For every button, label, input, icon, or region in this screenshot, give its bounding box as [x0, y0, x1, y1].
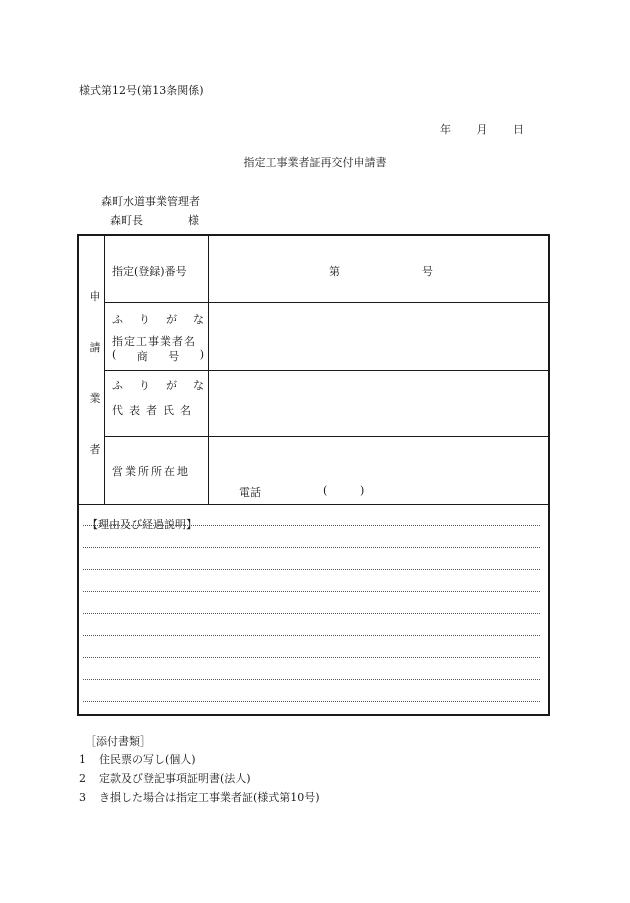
representative-furigana-label [112, 377, 204, 393]
attachment-text: き損した場合は指定工事業者証(様式第10号) [99, 791, 320, 804]
reason-line [83, 591, 540, 592]
furigana-char: が [166, 313, 177, 326]
attachment-text: 定款及び登記事項証明書(法人) [99, 772, 251, 785]
application-form [77, 234, 550, 716]
reason-section-title: 【理由及び経過説明】 [87, 518, 197, 531]
furigana-char: ふ [112, 379, 123, 392]
designation-suffix: 号 [422, 265, 433, 278]
row-divider-4 [79, 504, 548, 505]
furigana-char: り [139, 379, 150, 392]
recipient-honorific: 様 [188, 214, 199, 227]
representative-name-field[interactable] [209, 371, 548, 436]
attachment-item [79, 770, 251, 786]
designation-number-field[interactable] [209, 236, 548, 302]
trade-char: 号 [168, 350, 180, 363]
office-address-field[interactable] [209, 437, 548, 504]
attachment-item [79, 789, 320, 805]
paren-open: ( [112, 348, 117, 361]
reason-line [83, 701, 540, 702]
furigana-char: り [139, 313, 150, 326]
form-number: 様式第12号(第13条関係) [79, 84, 204, 97]
office-address-label: 営業所所在地 [112, 465, 190, 478]
attachment-number: 2 [79, 772, 86, 785]
date-line [440, 121, 524, 137]
recipient-name [110, 212, 199, 228]
applicant-char-4: 者 [89, 443, 101, 456]
business-name-field[interactable] [209, 303, 548, 370]
paren-close: ) [199, 348, 204, 361]
attachment-number: 1 [79, 753, 86, 766]
attachments-title: ［添付書類］ [85, 735, 151, 748]
representative-name-label: 代表者氏名 [112, 404, 197, 417]
business-furigana-label [112, 311, 204, 327]
phone-label: 電話 [239, 486, 261, 499]
attachment-text: 住民票の写し(個人) [99, 753, 196, 766]
recipient-title: 森町水道事業管理者 [101, 195, 200, 208]
applicant-char-3: 業 [89, 392, 101, 405]
reason-line [83, 635, 540, 636]
reason-line [83, 679, 540, 680]
document-title: 指定工事業者証再交付申請書 [243, 156, 387, 169]
attachment-item [79, 751, 196, 767]
reason-line [83, 547, 540, 548]
reason-line [83, 613, 540, 614]
reason-line [83, 525, 540, 526]
designation-number-label: 指定(登録)番号 [112, 265, 187, 278]
phone-paren-close: ) [360, 484, 365, 497]
business-trade-name-label [112, 348, 204, 364]
reason-textarea[interactable] [79, 506, 548, 714]
phone-paren-open: ( [323, 484, 328, 497]
trade-char: 商 [136, 350, 148, 363]
furigana-char: ふ [112, 313, 123, 326]
applicant-char-1: 申 [89, 290, 101, 303]
day-label: 日 [513, 123, 524, 136]
reason-line [83, 657, 540, 658]
applicant-char-2: 請 [89, 341, 101, 354]
month-label: 月 [476, 123, 488, 136]
year-label: 年 [440, 123, 451, 136]
reason-line [83, 569, 540, 570]
recipient-mayor: 森町長 [110, 214, 143, 227]
furigana-char: な [193, 379, 204, 392]
attachment-number: 3 [79, 791, 86, 804]
furigana-char: な [193, 313, 204, 326]
furigana-char: が [166, 379, 177, 392]
business-name-label: 指定工事業者名 [112, 335, 196, 348]
designation-prefix: 第 [329, 265, 340, 278]
